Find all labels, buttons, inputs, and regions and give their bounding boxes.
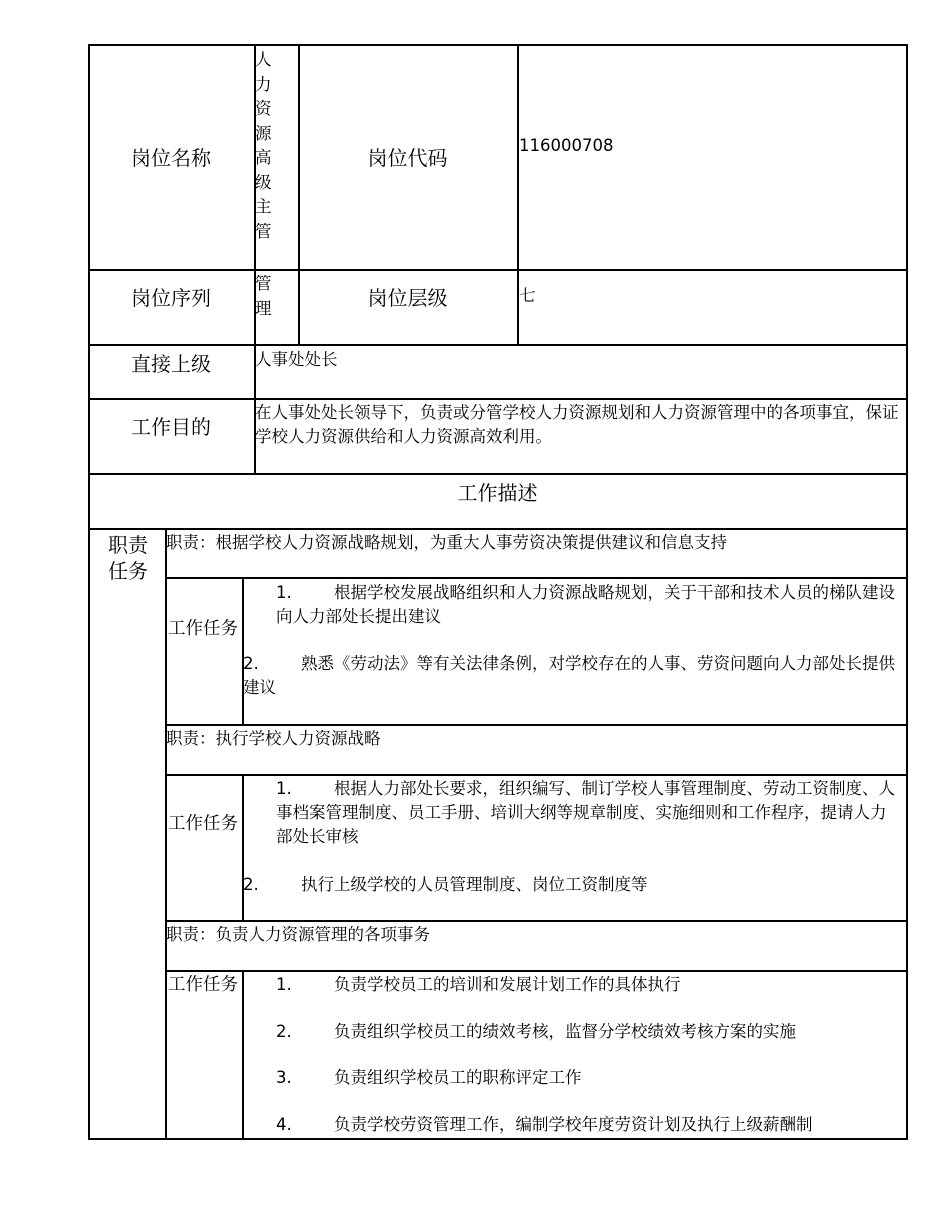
col-divider <box>165 528 167 1140</box>
duty-title: 职责：根据学校人力资源战略规划，为重大人事劳资决策提供建议和信息支持 <box>166 533 727 552</box>
col-divider <box>242 774 244 920</box>
superior-label: 直接上级 <box>131 351 211 376</box>
purpose-label: 工作目的 <box>131 415 211 439</box>
row-divider <box>165 920 907 922</box>
post-name-value: 人力资源高级主管 <box>255 50 272 241</box>
duty-title: 职责：执行学校人力资源战略 <box>166 729 381 748</box>
task-label: 工作任务 <box>168 619 238 639</box>
task-item: 3. 负责组织学校员工的职称评定工作 <box>276 1068 582 1087</box>
post-code-value: 116000708 <box>519 136 614 155</box>
task-item: 1. 负责学校员工的培训和发展计划工作的具体执行 <box>276 975 681 994</box>
row-divider <box>165 970 907 972</box>
task-label: 工作任务 <box>168 975 238 995</box>
superior-value: 人事处处长 <box>255 350 338 369</box>
row-divider <box>165 724 907 726</box>
border-bottom <box>88 1138 907 1140</box>
post-code-label: 岗位代码 <box>367 146 448 170</box>
row-divider <box>165 577 907 579</box>
task-item: 1. 根据学校发展战略组织和人力资源战略规划，关于干部和技术人员的梯队建设向人力部处长提出建议 <box>276 583 895 626</box>
task-item: 2. 执行上级学校的人员管理制度、岗位工资制度等 <box>243 875 648 894</box>
post-level-label: 岗位层级 <box>367 286 448 310</box>
post-level-value: 七 <box>519 286 536 305</box>
post-series-label: 岗位序列 <box>131 286 211 310</box>
col-divider <box>242 970 244 1140</box>
task-label: 工作任务 <box>168 814 238 834</box>
post-name-label: 岗位名称 <box>131 146 211 170</box>
task-item: 2. 负责组织学校员工的绩效考核，监督分学校绩效考核方案的实施 <box>276 1022 796 1041</box>
duties-label: 职责任务 <box>108 533 148 583</box>
border-right <box>906 44 908 1140</box>
row-divider <box>165 774 907 776</box>
col-divider <box>242 577 244 724</box>
task-item: 4. 负责学校劳资管理工作，编制学校年度劳资计划及执行上级薪酬制 <box>276 1115 813 1134</box>
purpose-value: 在人事处处长领导下，负责或分管学校人力资源规划和人力资源管理中的各项事宜，保证学校人力资源供给和人力资源高效利用。 <box>255 403 899 446</box>
task-item: 2. 熟悉《劳动法》等有关法律条例，对学校存在的人事、劳资问题向人力部处长提供建议 <box>243 654 895 697</box>
job-description-table <box>88 44 907 1140</box>
duty-title: 职责：负责人力资源管理的各项事务 <box>166 925 430 944</box>
post-series-value: 管理 <box>255 274 272 318</box>
row-divider <box>88 528 907 530</box>
task-item: 1. 根据人力部处长要求，组织编写、制订学校人事管理制度、劳动工资制度、人事档案管理制度、员工手册、培训大纲等规章制度、实施细则和工作程序，提请人力部处长审核 <box>276 779 895 846</box>
description-title: 工作描述 <box>457 480 538 505</box>
